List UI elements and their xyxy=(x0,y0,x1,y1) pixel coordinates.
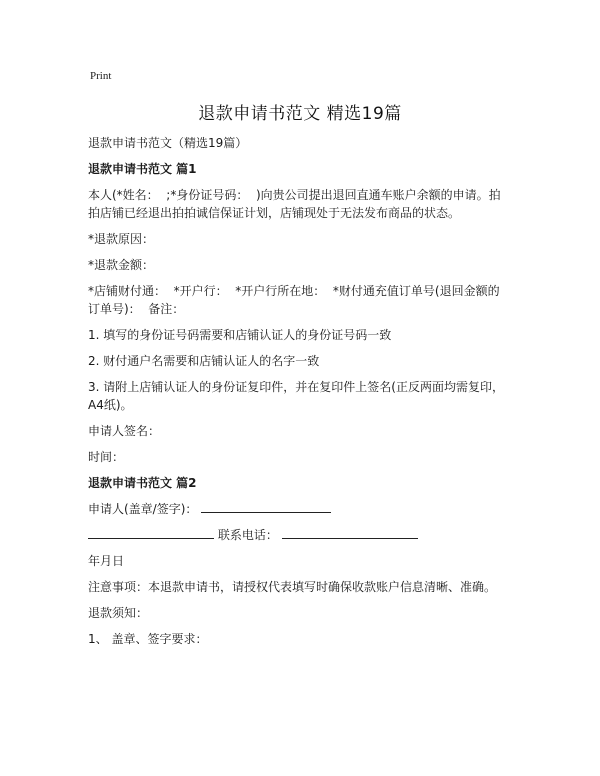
phone-blank-line xyxy=(282,526,418,539)
note-1: 1. 填写的身份证号码需要和店铺认证人的身份证号码一致 xyxy=(88,328,392,342)
notice-text: 注意事项：本退款申请书，请授权代表填写时确保收款账户信息清晰、准确。 xyxy=(88,580,497,594)
phone-row xyxy=(88,526,510,544)
applicant-blank-line xyxy=(201,500,331,513)
item-1-text: 1、 盖章、签字要求： xyxy=(88,632,208,646)
account-info-text: *店铺财付通： *开户行： *开户行所在地： *财付通充值订单号(退回金额的订单号)： 备注： xyxy=(88,284,500,316)
time-label: 时间： xyxy=(88,450,125,464)
date-label: 年月日 xyxy=(88,554,125,568)
document-body xyxy=(88,134,510,656)
note-2: 2. 财付通户名需要和店铺认证人的名字一致 xyxy=(88,354,320,368)
refund-notice-heading: 退款须知： xyxy=(88,606,149,620)
note-3: 3. 请附上店铺认证人的身份证复印件，并在复印件上签名(正反两面均需复印，A4纸)。 xyxy=(88,380,504,412)
phone-label: 联系电话： xyxy=(217,528,278,542)
document-subtitle: 退款申请书范文（精选19篇） xyxy=(88,136,248,150)
section2-heading: 退款申请书范文 篇2 xyxy=(88,476,197,490)
section1-intro: 本人(*姓名： ;*身份证号码： )向贵公司提出退回直通车账户余额的申请。拍拍店铺已经退出拍拍诚信保证计划，店铺现处于无法发布商品的状态。 xyxy=(88,188,501,220)
leading-blank-line xyxy=(88,526,214,539)
applicant-row xyxy=(88,500,510,518)
refund-amount-label: *退款金额： xyxy=(88,258,155,272)
document-title: 退款申请书范文 精选19篇 xyxy=(198,104,402,124)
section1-heading: 退款申请书范文 篇1 xyxy=(88,162,197,176)
applicant-signature-label: 申请人签名： xyxy=(88,424,161,438)
refund-reason-label: *退款原因： xyxy=(88,232,155,246)
applicant-label: 申请人(盖章/签字)： xyxy=(88,502,198,516)
print-label[interactable]: Print xyxy=(90,70,112,82)
